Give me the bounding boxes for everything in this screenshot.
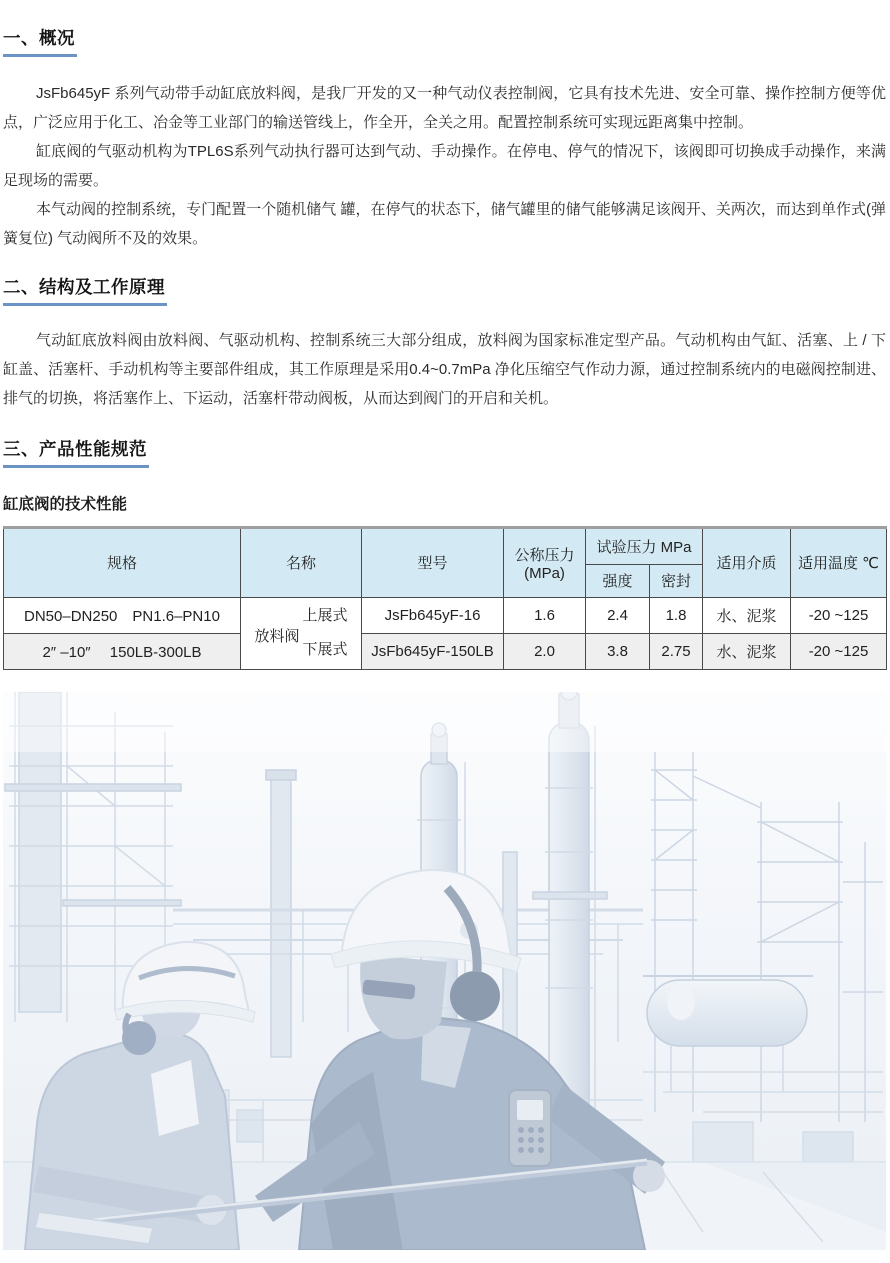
- col-header-nominal-pressure: [504, 527, 586, 597]
- section-title-structure: [3, 277, 886, 306]
- col-header-medium: 适用介质: [703, 527, 791, 597]
- photo-fade-overlay: [3, 692, 886, 1250]
- valve-type-top: 上展式: [302, 607, 348, 625]
- paragraph: 缸底阀的气驱动机构为TPL6S系列气动执行器可达到气动、手动操作。在停电、停气的情况下，该阀即可切换成手动操作，来满足现场的需要。: [3, 142, 886, 189]
- spec-cell: 2″ –10″ 150LB-300LB: [4, 633, 241, 669]
- overview-paragraphs: [3, 79, 886, 253]
- col-header-seal: 密封: [650, 564, 703, 597]
- valve-name: 放料阀: [254, 627, 300, 645]
- spec-table: [3, 526, 887, 670]
- nominal-pressure-cell: 2.0: [504, 633, 586, 669]
- medium-cell: 水、泥浆: [703, 597, 791, 633]
- section-title-structure-text: 二、结构及工作原理: [3, 277, 167, 306]
- col-header-spec: 规格: [4, 527, 241, 597]
- strength-cell: 2.4: [586, 597, 650, 633]
- name-cell: [241, 597, 362, 669]
- col-header-test-pressure: 试验压力 MPa: [586, 527, 703, 564]
- paragraph: 本气动阀的控制系统，专门配置一个随机储气 罐，在停气的状态下，储气罐里的储气能够满足该阀开、关两次，而达到单作式(弹簧复位) 气动阀所不及的效果。: [3, 200, 886, 247]
- medium-cell: 水、泥浆: [703, 633, 791, 669]
- section-title-performance-text: 三、产品性能规范: [3, 439, 149, 468]
- photo-top-fade: [3, 692, 886, 752]
- paragraph: 气动缸底放料阀由放料阀、气驱动机构、控制系统三大部分组成，放料阀为国家标准定型产品。气动机构由气缸、活塞、上 / 下缸盖、活塞杆、手动机构等主要部件组成，其工作原理是采用0.4~0.7mPa 净化压缩空气作动力源，通过控制系统内的电磁阀控制进、排气的切换，将活塞作上、下运动，活塞杆带动阀板，从而达到阀门的开启和关机。: [3, 331, 886, 407]
- col-header-temperature: 适用温度 ℃: [791, 527, 887, 597]
- valve-type-bottom: 下展式: [302, 641, 348, 659]
- table-row: [4, 633, 887, 669]
- nominal-pressure-line1: 公称压力: [514, 546, 575, 564]
- paragraph: JsFb645yF 系列气动带手动缸底放料阀，是我厂开发的又一种气动仪表控制阀，它具有技术先进、安全可靠、操作控制方便等优点，广泛应用于化工、冶金等工业部门的输送管线上，作全开，全关之用。配置控制系统可实现远距离集中控制。: [3, 84, 886, 131]
- table-caption: 缸底阀的技术性能: [3, 495, 128, 513]
- temperature-cell: -20 ~125: [791, 633, 887, 669]
- nominal-pressure-line2: (MPa): [524, 564, 565, 582]
- section-title-overview: [3, 28, 886, 57]
- table-row: [4, 597, 887, 633]
- section-title-overview-text: 一、概况: [3, 28, 77, 57]
- section-title-performance: [3, 439, 886, 468]
- spec-cell: DN50–DN250 PN1.6–PN10: [4, 597, 241, 633]
- model-cell: JsFb645yF-150LB: [362, 633, 504, 669]
- temperature-cell: -20 ~125: [791, 597, 887, 633]
- col-header-model: 型号: [362, 527, 504, 597]
- nominal-pressure-cell: 1.6: [504, 597, 586, 633]
- structure-paragraphs: [3, 326, 886, 413]
- seal-cell: 2.75: [650, 633, 703, 669]
- strength-cell: 3.8: [586, 633, 650, 669]
- industrial-plant-photo: [3, 692, 886, 1250]
- model-cell: JsFb645yF-16: [362, 597, 504, 633]
- seal-cell: 1.8: [650, 597, 703, 633]
- col-header-name: 名称: [241, 527, 362, 597]
- col-header-strength: 强度: [586, 564, 650, 597]
